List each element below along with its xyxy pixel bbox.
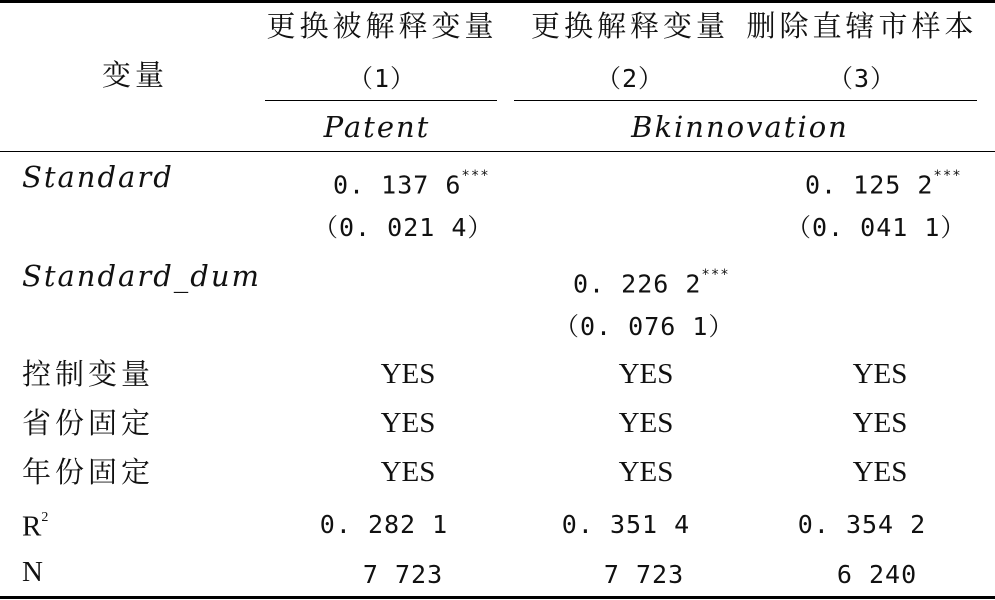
- r2-col2: 0. 351 4: [561, 510, 691, 539]
- controls-col3: YES: [852, 358, 908, 390]
- header-bottom-rule: [0, 151, 995, 152]
- subheader-rule-left: [265, 100, 497, 101]
- col1-title: 更换被解释变量: [266, 9, 498, 43]
- significance-stars: ***: [933, 168, 962, 184]
- n-col2: 7 723: [603, 560, 685, 589]
- n-col3: 6 240: [836, 560, 918, 589]
- significance-stars: ***: [701, 267, 730, 283]
- row-label-year-fe: 年份固定: [22, 455, 155, 489]
- subheader-rule-right: [514, 100, 977, 101]
- significance-stars: ***: [461, 168, 490, 184]
- col3-title: 删除直辖市样本: [746, 9, 978, 43]
- se-standard-dum-col2: （0. 076 1）: [554, 312, 735, 341]
- row-label-controls: 控制变量: [22, 357, 155, 391]
- n-col1: 7 723: [362, 560, 444, 589]
- controls-col1: YES: [380, 358, 436, 390]
- r2-col3: 0. 354 2: [797, 510, 927, 539]
- coef-standard-col3: 0. 125 2***: [805, 168, 962, 200]
- row-label-n: N: [22, 556, 43, 588]
- coef-standard-col1: 0. 137 6***: [333, 168, 490, 200]
- province-fe-col3: YES: [852, 407, 908, 439]
- col2-title: 更换解释变量: [530, 9, 730, 43]
- controls-col2: YES: [618, 358, 674, 390]
- row-label-province-fe: 省份固定: [22, 406, 155, 440]
- dep-var-patent: Patent: [323, 110, 431, 144]
- variable-header: 变量: [101, 58, 169, 92]
- bottom-rule: [0, 596, 995, 599]
- province-fe-col1: YES: [380, 407, 436, 439]
- col3-number: （3）: [827, 64, 897, 93]
- coef-standard-dum-col2: 0. 226 2***: [573, 267, 730, 299]
- row-label-standard-dum: Standard_dum: [22, 259, 262, 293]
- dep-var-bkinnovation: Bkinnovation: [631, 110, 849, 144]
- row-label-standard: Standard: [22, 160, 174, 194]
- r2-superscript: 2: [41, 510, 50, 525]
- se-standard-col3: （0. 041 1）: [786, 213, 967, 242]
- col1-number: （1）: [347, 64, 417, 93]
- se-standard-col1: （0. 021 4）: [313, 213, 494, 242]
- r2-col1: 0. 282 1: [319, 510, 449, 539]
- top-rule: [0, 0, 995, 3]
- row-label-r2: $R^2$: [22, 510, 50, 543]
- year-fe-col2: YES: [618, 456, 674, 488]
- year-fe-col3: YES: [852, 456, 908, 488]
- col2-number: （2）: [595, 64, 665, 93]
- year-fe-col1: YES: [380, 456, 436, 488]
- province-fe-col2: YES: [618, 407, 674, 439]
